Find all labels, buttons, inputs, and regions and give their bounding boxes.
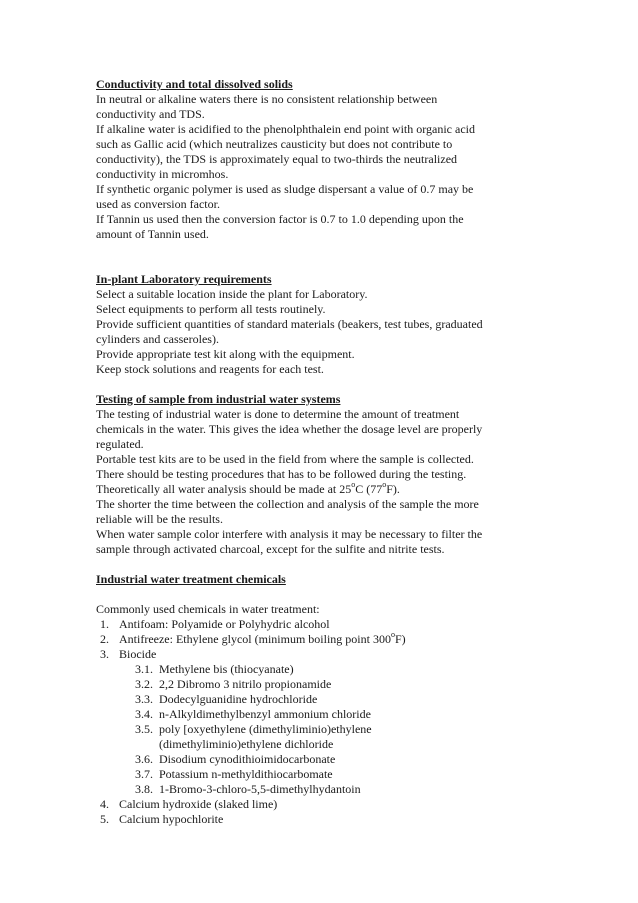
- paragraph-line: If synthetic organic polymer is used as sludge dispersant a value of 0.7 may be: [96, 182, 474, 196]
- paragraph-line: The shorter the time between the collection and analysis of the sample the more: [96, 497, 479, 511]
- sublist-number: 3.1.: [135, 662, 153, 676]
- sublist-item: [96, 722, 536, 737]
- sublist-text: 1-Bromo-3-chloro-5,5-dimethylhydantoin: [159, 782, 361, 796]
- sublist-text: n-Alkyldimethylbenzyl ammonium chloride: [159, 707, 371, 721]
- paragraph-line: sample through activated charcoal, except for the sulfite and nitrite tests.: [96, 542, 445, 556]
- paragraph-line: Provide sufficient quantities of standard materials (beakers, test tubes, graduated: [96, 317, 483, 331]
- paragraph-line: Select equipments to perform all tests routinely.: [96, 302, 326, 316]
- paragraph-line: regulated.: [96, 437, 144, 451]
- sublist-text: 2,2 Dibromo 3 nitrilo propionamide: [159, 677, 332, 691]
- list-text: Biocide: [119, 647, 157, 661]
- section-heading: Conductivity and total dissolved solids: [96, 77, 293, 91]
- section-heading: In-plant Laboratory requirements: [96, 272, 272, 286]
- paragraph-line: If Tannin us used then the conversion factor is 0.7 to 1.0 depending upon the: [96, 212, 464, 226]
- sublist-item: [96, 677, 536, 692]
- temperature-line: [96, 482, 536, 497]
- sublist-number: 3.4.: [135, 707, 153, 721]
- sublist-text: Potassium n-methyldithiocarbomate: [159, 767, 333, 781]
- sublist-number: 3.3.: [135, 692, 153, 706]
- sublist-number: 3.5.: [135, 722, 153, 736]
- degree-superscript: o: [351, 480, 356, 489]
- spacer: [96, 242, 536, 272]
- list-item: [96, 617, 536, 632]
- temp-suffix: F).: [386, 482, 400, 496]
- sublist-item: [96, 767, 536, 782]
- paragraph-line: such as Gallic acid (which neutralizes causticity but does not contribute to: [96, 137, 453, 151]
- list-item: [96, 812, 536, 827]
- paragraph-line: If alkaline water is acidified to the phenolphthalein end point with organic acid: [96, 122, 475, 136]
- paragraph-line: reliable will be the results.: [96, 512, 223, 526]
- spacer: [96, 557, 536, 572]
- sublist-item: [96, 662, 536, 677]
- section-heading: Testing of sample from industrial water systems: [96, 392, 341, 406]
- sublist-number: 3.8.: [135, 782, 153, 796]
- paragraph-line: amount of Tannin used.: [96, 227, 209, 241]
- list-intro: Commonly used chemicals in water treatment:: [96, 602, 320, 616]
- paragraph-line: There should be testing procedures that has to be followed during the testing.: [96, 467, 467, 481]
- sublist-item-continuation: (dimethyliminio)ethylene dichloride: [159, 737, 334, 751]
- list-number: 5.: [100, 812, 109, 826]
- paragraph-line: Portable test kits are to be used in the field from where the sample is collected.: [96, 452, 474, 466]
- section-lab-requirements: [96, 272, 536, 377]
- section-testing: [96, 392, 536, 557]
- paragraph-line: Keep stock solutions and reagents for each test.: [96, 362, 324, 376]
- chemicals-list: [96, 617, 536, 827]
- section-conductivity: [96, 77, 536, 242]
- sublist-item: [96, 707, 536, 722]
- paragraph-line: cylinders and casseroles).: [96, 332, 219, 346]
- paragraph-line: The testing of industrial water is done to determine the amount of treatment: [96, 407, 460, 421]
- paragraph-line: When water sample color interfere with analysis it may be necessary to filter the: [96, 527, 483, 541]
- degree-superscript: o: [382, 480, 387, 489]
- sublist-text: Dodecylguanidine hydrochloride: [159, 692, 318, 706]
- paragraph-line: chemicals in the water. This gives the idea whether the dosage level are properly: [96, 422, 483, 436]
- paragraph-line: used as conversion factor.: [96, 197, 220, 211]
- list-number: 2.: [100, 632, 109, 646]
- temp-mid: C (77: [355, 482, 383, 496]
- list-text-suffix: F): [394, 632, 406, 646]
- spacer: [96, 587, 536, 602]
- sublist-text: poly [oxyethylene (dimethyliminio)ethylene: [159, 722, 372, 736]
- spacer: [96, 377, 536, 392]
- paragraph-line: Provide appropriate test kit along with the equipment.: [96, 347, 355, 361]
- paragraph-line: conductivity and TDS.: [96, 107, 205, 121]
- sublist-text: Disodium cynodithioimidocarbonate: [159, 752, 336, 766]
- degree-superscript: o: [390, 630, 395, 639]
- sublist-number: 3.7.: [135, 767, 153, 781]
- paragraph-line: Select a suitable location inside the plant for Laboratory.: [96, 287, 368, 301]
- paragraph-line: conductivity in micromhos.: [96, 167, 229, 181]
- temp-prefix: Theoretically all water analysis should be made at 25: [96, 482, 352, 496]
- list-item: [96, 647, 536, 662]
- sublist-number: 3.6.: [135, 752, 153, 766]
- sublist-item: [96, 752, 536, 767]
- sublist-item: [96, 692, 536, 707]
- sublist-item: [96, 782, 536, 797]
- paragraph-line: conductivity), the TDS is approximately equal to two-thirds the neutralized: [96, 152, 458, 166]
- list-number: 1.: [100, 617, 109, 631]
- paragraph-line: In neutral or alkaline waters there is no consistent relationship between: [96, 92, 438, 106]
- list-number: 4.: [100, 797, 109, 811]
- list-text: Antifoam: Polyamide or Polyhydric alcohol: [119, 617, 330, 631]
- section-chemicals: [96, 572, 536, 827]
- document-page: [96, 77, 536, 827]
- list-item: [96, 632, 536, 647]
- sublist-number: 3.2.: [135, 677, 153, 691]
- list-text: Antifreeze: Ethylene glycol (minimum boiling point 300: [119, 632, 391, 646]
- list-text: Calcium hydroxide (slaked lime): [119, 797, 278, 811]
- list-text: Calcium hypochlorite: [119, 812, 224, 826]
- list-number: 3.: [100, 647, 109, 661]
- section-heading: Industrial water treatment chemicals: [96, 572, 286, 586]
- sublist-text: Methylene bis (thiocyanate): [159, 662, 294, 676]
- list-item: [96, 797, 536, 812]
